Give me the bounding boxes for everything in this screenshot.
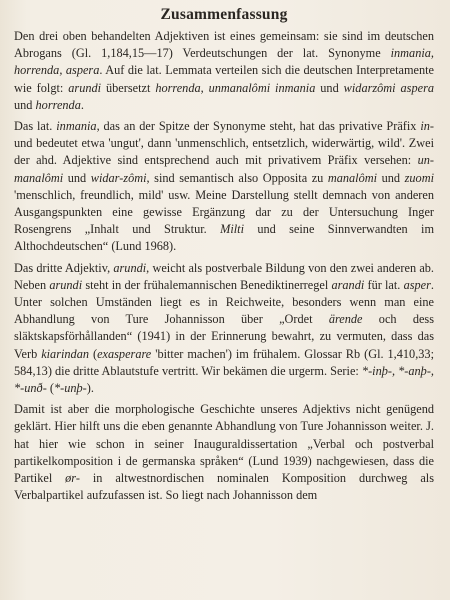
italic-term: un-manalômi xyxy=(14,153,434,185)
italic-term: arundi xyxy=(113,260,147,275)
italic-term: *-inþ-, *-anþ-, *-unð- xyxy=(14,363,434,396)
italic-term: kiarindan xyxy=(41,346,90,361)
text-run: , weicht als postverbale Bildung von den zwei anderen ab. Neben xyxy=(14,260,434,292)
italic-term: ør- xyxy=(65,471,80,486)
italic-term: horrenda, unmanalômi inmania xyxy=(155,80,316,95)
text-run: Den drei oben behandelten Adjektiven ist eines gemeinsam: sie sind im deutschen Abrogans (Gl. 1,184,15—17) Verdeutschungen der lat. Synonyme xyxy=(14,29,434,61)
text-run: Das dritte Adjektiv, xyxy=(14,260,114,275)
italic-term: widar-zômi xyxy=(90,170,147,185)
italic-term: ärende xyxy=(328,312,363,327)
italic-term: exasperare xyxy=(97,346,152,361)
text-run: . Unter solchen Umständen liegt es in Reichweite, besonders wenn man eine Abhandlung von Ture Johannisson über „Ordet xyxy=(14,277,434,327)
italic-term: Milti xyxy=(220,222,244,237)
italic-term: inmania, horrenda, aspera xyxy=(14,46,434,78)
text-run: 'menschlich, freundlich, mild' usw. Meine Darstellung stellt demnach von anderen Ausgangspunkten eine gewisse Ergänzung dar zu der Untersuchung Inger Rosengrens „Inhalt und Struktur. xyxy=(14,187,434,237)
text-run: Das lat. xyxy=(14,119,57,134)
italic-term: arundi xyxy=(68,80,102,95)
text-run: und xyxy=(14,97,36,112)
italic-term: widarzômi aspera xyxy=(343,80,435,95)
paragraph-1 xyxy=(14,28,434,114)
italic-term: horrenda xyxy=(35,97,81,112)
text-run: 'bitter machen') im frühalem. Glossar Rb (Gl. 1,410,33; 584,13) die dritte Ablautstufe vertritt. Wir bekämen die urgerm. Serie: xyxy=(14,346,434,378)
paragraph-2 xyxy=(14,118,434,256)
italic-term: *-unþ- xyxy=(53,381,87,396)
text-run: ). xyxy=(86,381,94,396)
italic-term: arundi xyxy=(49,277,83,292)
text-run: und bedeutet etwa 'ungut', dann 'unmenschlich, entsetzlich, widerwärtig, wild'. Zwei der ahd. Adjektive sind entsprechend auch mit privativem Präfix versehen: xyxy=(14,136,434,168)
italic-term: manalômi xyxy=(327,170,378,185)
italic-term: asper xyxy=(403,277,431,292)
italic-term: zuomi xyxy=(404,170,434,185)
text-run: steht in der frühalemannischen Benediktinerregel xyxy=(82,277,332,292)
text-run: und seine Sinnverwandten im Althochdeutschen“ (Lund 1968). xyxy=(14,222,435,254)
text-run: ( xyxy=(89,346,98,361)
text-run: und xyxy=(63,170,91,185)
paragraph-3 xyxy=(14,260,434,398)
page-title: Zusammenfassung xyxy=(160,6,288,23)
paragraph-4 xyxy=(14,401,434,504)
text-run: für lat. xyxy=(364,277,404,292)
text-run: . xyxy=(80,97,84,112)
text-run: und xyxy=(315,80,344,95)
text-run: in altwestnordischen nominalen Komposition durchweg als Verbalpartikel aufzufassen ist. So liegt nach Johannisson dem xyxy=(14,471,434,503)
text-run: och dess släktskapsförhållanden“ (1941) in der Erinnerung bewahrt, zu vermuten, dass das Verb xyxy=(14,312,434,361)
text-run: Damit ist aber die morphologische Geschichte unseres Adjektivs nicht genügend geklärt. Hier hilft uns die eben genannte Abhandlung von Ture Johannisson weiter. J. hat hier wie schon in seiner Inauguraldissertation „Verbal och postverbal partikelkomposition i de germanska språken“ (Lund 1939) nachgewiesen, dass die Partikel xyxy=(14,402,434,486)
text-run: . Auf die lat. Lemmata verteilen sich die deutschen Interpretamente wie folgt: xyxy=(14,63,434,95)
text-run: übersetzt xyxy=(101,80,156,95)
italic-term: arandi xyxy=(331,277,365,292)
text-run: , das an der Spitze der Synonyme steht, hat das privative Präfix xyxy=(96,119,421,134)
italic-term: in- xyxy=(420,119,435,134)
text-run: ( xyxy=(46,381,54,396)
italic-term: inmania xyxy=(56,119,97,134)
text-run: , sind semantisch also Opposita zu xyxy=(146,170,328,185)
text-run: und xyxy=(377,170,405,185)
